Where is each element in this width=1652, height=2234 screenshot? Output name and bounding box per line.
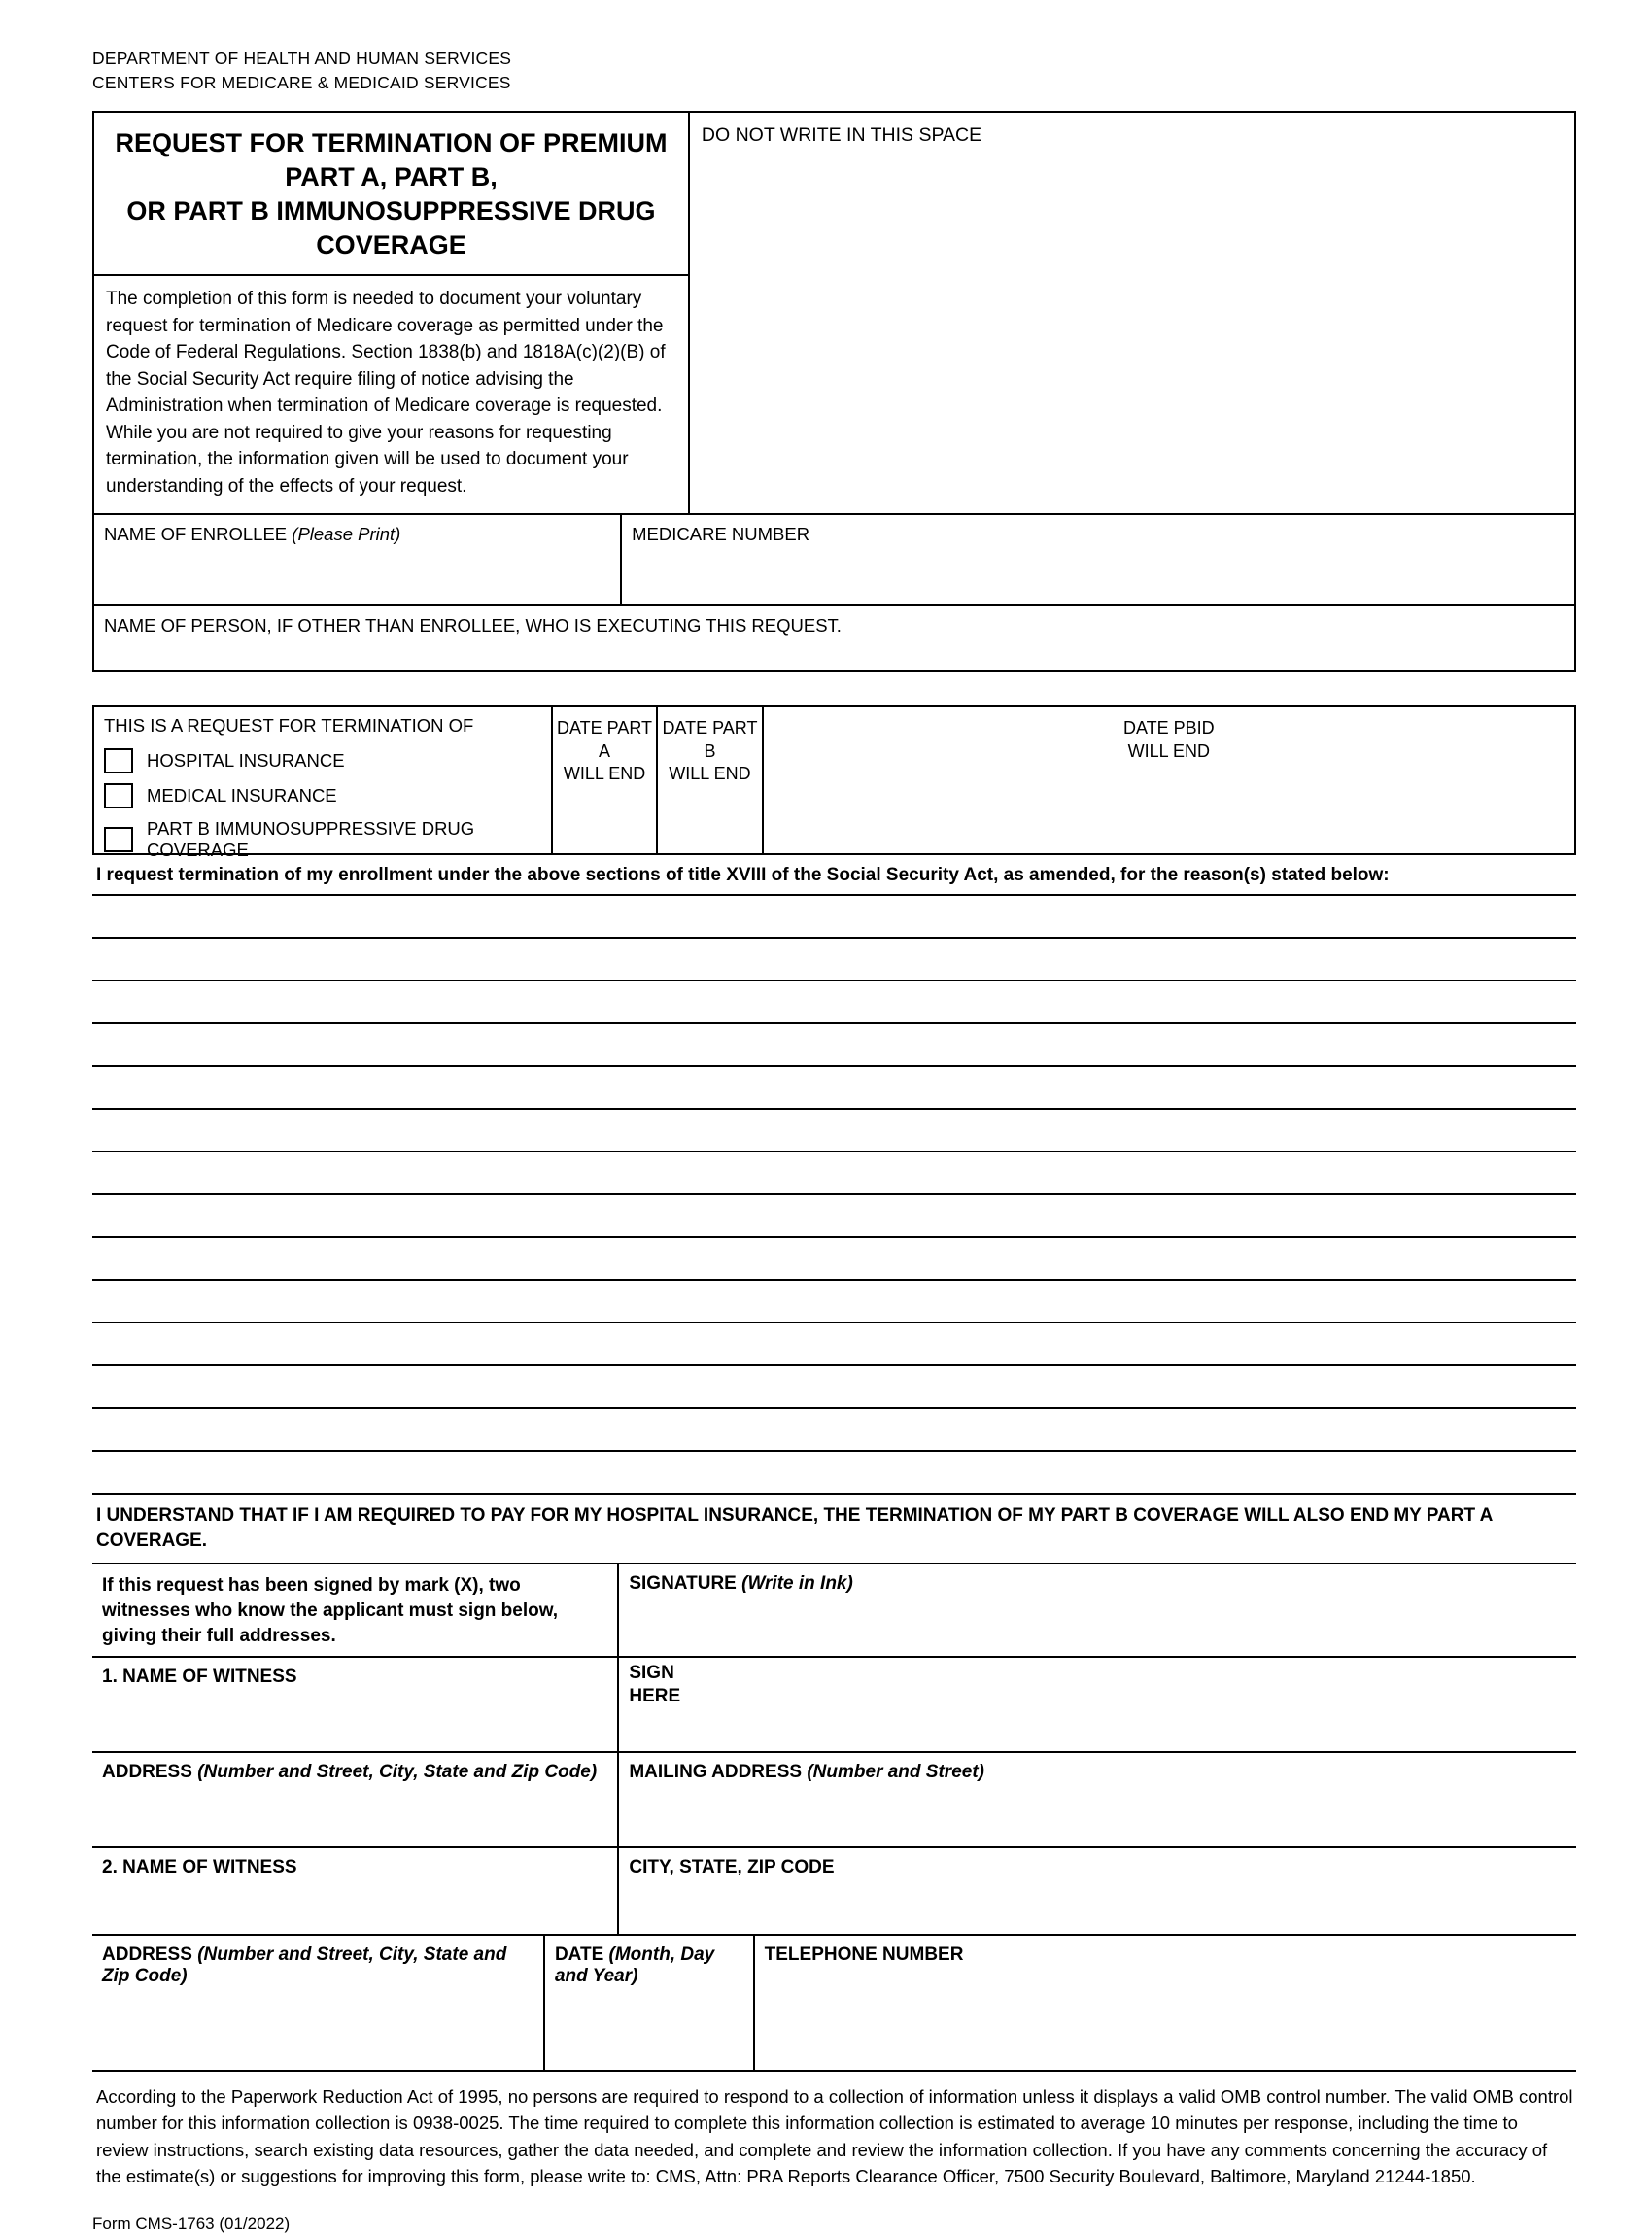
agency-header bbox=[92, 47, 1576, 95]
witness2-name-label: 2. NAME OF WITNESS bbox=[102, 1857, 297, 1878]
witness-row-1 bbox=[92, 1564, 1576, 1656]
witness-row-5 bbox=[92, 1934, 1576, 2072]
mailing-address-label-text: MAILING ADDRESS bbox=[629, 1762, 803, 1783]
reason-line[interactable] bbox=[92, 1110, 1576, 1152]
witness1-name-field[interactable] bbox=[92, 1658, 619, 1751]
option-hospital-insurance-label: HOSPITAL INSURANCE bbox=[147, 750, 345, 772]
option-medical-insurance[interactable] bbox=[104, 783, 541, 808]
do-not-write-space[interactable] bbox=[688, 113, 1574, 514]
form-intro-text: The completion of this form is needed to document your voluntary request for termination of Medicare coverage as permitted under the Code of Federal Regulations. Section 1838(b) and 1818A(c)(2)(B) of the Social Security Act require filing of notice advising the Administration when termination of Medicare coverage is requested. While you are not required to give your reasons for requesting termination, the information given will be used to document your understanding of the effects of your request. bbox=[106, 289, 666, 497]
mailing-address-label bbox=[619, 1753, 1576, 1783]
form-number: Form CMS-1763 (01/2022) bbox=[92, 2215, 291, 2234]
agency-line-1: DEPARTMENT OF HEALTH AND HUMAN SERVICES bbox=[92, 49, 512, 68]
reason-line[interactable] bbox=[92, 1409, 1576, 1452]
title-and-intro bbox=[94, 113, 688, 514]
sign-here-line-2: HERE bbox=[629, 1686, 681, 1707]
reason-line[interactable] bbox=[92, 939, 1576, 981]
reason-lines[interactable] bbox=[92, 896, 1576, 1495]
name-of-enrollee-label bbox=[94, 515, 620, 545]
date-pbid-field[interactable] bbox=[762, 707, 1574, 853]
witness2-address-hint: (Number and Street, City, State and Zip Code) bbox=[102, 1944, 507, 1987]
reason-line[interactable] bbox=[92, 1195, 1576, 1238]
date-part-a-label bbox=[553, 707, 656, 785]
witness2-address-field[interactable] bbox=[92, 1936, 545, 2070]
date-part-b-label bbox=[658, 707, 761, 785]
understand-statement: I UNDERSTAND THAT IF I AM REQUIRED TO PAY FOR MY HOSPITAL INSURANCE, THE TERMINATION OF MY PART B COVERAGE WILL ALSO END MY PART A COVERAGE. bbox=[92, 1495, 1576, 1564]
name-of-enrollee-label-text: NAME OF ENROLLEE bbox=[104, 524, 288, 545]
signature-label bbox=[619, 1564, 1576, 1595]
date-part-a-line-2: WILL END bbox=[563, 764, 646, 784]
signature-label-text: SIGNATURE bbox=[629, 1573, 737, 1595]
medicare-number-field[interactable] bbox=[620, 515, 1574, 604]
date-part-b-line-1: DATE PART B bbox=[662, 718, 758, 761]
reason-section bbox=[92, 855, 1576, 1495]
sign-here-cell[interactable] bbox=[619, 1656, 1576, 1752]
sign-here-line-1: SIGN bbox=[629, 1662, 674, 1683]
date-label-text: DATE bbox=[554, 1944, 604, 1966]
city-state-zip-field[interactable] bbox=[619, 1848, 1576, 1934]
reason-line[interactable] bbox=[92, 896, 1576, 939]
reason-line[interactable] bbox=[92, 1452, 1576, 1495]
telephone-label: TELEPHONE NUMBER bbox=[764, 1944, 964, 1966]
date-label bbox=[545, 1936, 753, 1987]
date-part-b-field[interactable] bbox=[656, 707, 761, 853]
date-pbid-label bbox=[764, 707, 1574, 763]
option-medical-insurance-label: MEDICAL INSURANCE bbox=[147, 785, 337, 807]
witness2-address-label bbox=[92, 1936, 543, 1987]
witness-row-2 bbox=[92, 1656, 1576, 1751]
witness-instructions-cell bbox=[92, 1564, 619, 1656]
termination-row bbox=[94, 707, 1574, 861]
spacer-1 bbox=[92, 672, 1576, 705]
date-pbid-line-1: DATE PBID bbox=[1122, 718, 1215, 739]
date-field[interactable] bbox=[545, 1936, 755, 2070]
option-part-b-immunosuppressive[interactable] bbox=[104, 818, 541, 861]
form-title-line-1: REQUEST FOR TERMINATION OF PREMIUM PART A, PART B, bbox=[115, 127, 668, 191]
enrollee-row bbox=[94, 515, 1574, 604]
enrollee-block bbox=[92, 515, 1576, 606]
termination-block bbox=[92, 705, 1576, 861]
date-part-a-field[interactable] bbox=[551, 707, 656, 853]
reason-line[interactable] bbox=[92, 1281, 1576, 1323]
executing-person-block[interactable] bbox=[92, 606, 1576, 672]
reason-line[interactable] bbox=[92, 1067, 1576, 1110]
medicare-number-label: MEDICARE NUMBER bbox=[632, 524, 810, 545]
mailing-address-hint: (Number and Street) bbox=[807, 1762, 984, 1783]
witness1-address-hint: (Number and Street, City, State and Zip Code) bbox=[197, 1762, 598, 1783]
reason-line[interactable] bbox=[92, 981, 1576, 1024]
do-not-write-label: DO NOT WRITE IN THIS SPACE bbox=[701, 123, 982, 146]
termination-heading: THIS IS A REQUEST FOR TERMINATION OF bbox=[104, 715, 474, 737]
header-block-row bbox=[94, 113, 1574, 514]
telephone-field[interactable] bbox=[755, 1936, 1576, 2070]
reason-line[interactable] bbox=[92, 1024, 1576, 1067]
name-of-enrollee-field[interactable] bbox=[94, 515, 620, 604]
reason-line[interactable] bbox=[92, 1323, 1576, 1366]
witness2-name-field[interactable] bbox=[92, 1848, 619, 1934]
name-of-enrollee-hint: (Please Print) bbox=[292, 524, 401, 545]
witness1-address-label bbox=[92, 1753, 617, 1783]
witness1-address-label-text: ADDRESS bbox=[102, 1762, 192, 1783]
witness-row-4 bbox=[92, 1846, 1576, 1934]
sign-here-label bbox=[619, 1656, 1576, 1709]
reason-line[interactable] bbox=[92, 1366, 1576, 1409]
witness1-name-label: 1. NAME OF WITNESS bbox=[102, 1667, 297, 1688]
witness-row-3 bbox=[92, 1751, 1576, 1846]
form-title bbox=[94, 113, 688, 276]
signature-cell[interactable] bbox=[619, 1564, 1576, 1656]
witness2-address-label-text: ADDRESS bbox=[102, 1944, 192, 1966]
reason-line[interactable] bbox=[92, 1152, 1576, 1195]
form-title-line-2: OR PART B IMMUNOSUPPRESSIVE DRUG COVERAGE bbox=[126, 195, 656, 259]
header-block bbox=[92, 111, 1576, 516]
reason-line[interactable] bbox=[92, 1238, 1576, 1281]
witness-signature-grid bbox=[92, 1564, 1576, 2072]
witness1-address-field[interactable] bbox=[92, 1753, 619, 1846]
checkbox-medical-insurance[interactable] bbox=[104, 783, 133, 808]
signature-hint: (Write in Ink) bbox=[741, 1573, 853, 1595]
witness-instructions: If this request has been signed by mark (X), two witnesses who know the applicant must sign below, giving their full addresses. bbox=[102, 1575, 559, 1646]
option-part-b-immunosuppressive-label: PART B IMMUNOSUPPRESSIVE DRUG COVERAGE bbox=[147, 818, 475, 861]
date-part-b-line-2: WILL END bbox=[669, 764, 751, 784]
option-hospital-insurance[interactable] bbox=[104, 748, 541, 773]
date-hint: (Month, Day and Year) bbox=[554, 1944, 715, 1987]
termination-options bbox=[94, 707, 551, 861]
mailing-address-field[interactable] bbox=[619, 1753, 1576, 1846]
checkbox-hospital-insurance[interactable] bbox=[104, 748, 133, 773]
request-statement: I request termination of my enrollment under the above sections of title XVIII of the Social Security Act, as amended, for the reason(s) stated below: bbox=[92, 855, 1576, 896]
executing-person-label: NAME OF PERSON, IF OTHER THAN ENROLLEE, WHO IS EXECUTING THIS REQUEST. bbox=[104, 615, 842, 636]
date-pbid-line-2: WILL END bbox=[1127, 740, 1210, 761]
checkbox-part-b-immunosuppressive[interactable] bbox=[104, 827, 133, 852]
paperwork-reduction-act-notice: According to the Paperwork Reduction Act of 1995, no persons are required to respond to a collection of information unless it displays a valid OMB control number. The valid OMB control number for this information collection is 0938-0025. The time required to complete this information collection is estimated to average 10 minutes per response, including the time to review instructions, search existing data resources, gather the data needed, and complete and review the information collection. If you have any comments concerning the accuracy of the estimate(s) or suggestions for improving this form, please write to: CMS, Attn: PRA Reports Clearance Officer, 7500 Security Boulevard, Baltimore, Maryland 21244-1850. bbox=[96, 2086, 1573, 2186]
city-state-zip-label: CITY, STATE, ZIP CODE bbox=[629, 1857, 835, 1878]
agency-line-2: CENTERS FOR MEDICARE & MEDICAID SERVICES bbox=[92, 72, 511, 92]
date-part-a-line-1: DATE PART A bbox=[557, 718, 653, 761]
